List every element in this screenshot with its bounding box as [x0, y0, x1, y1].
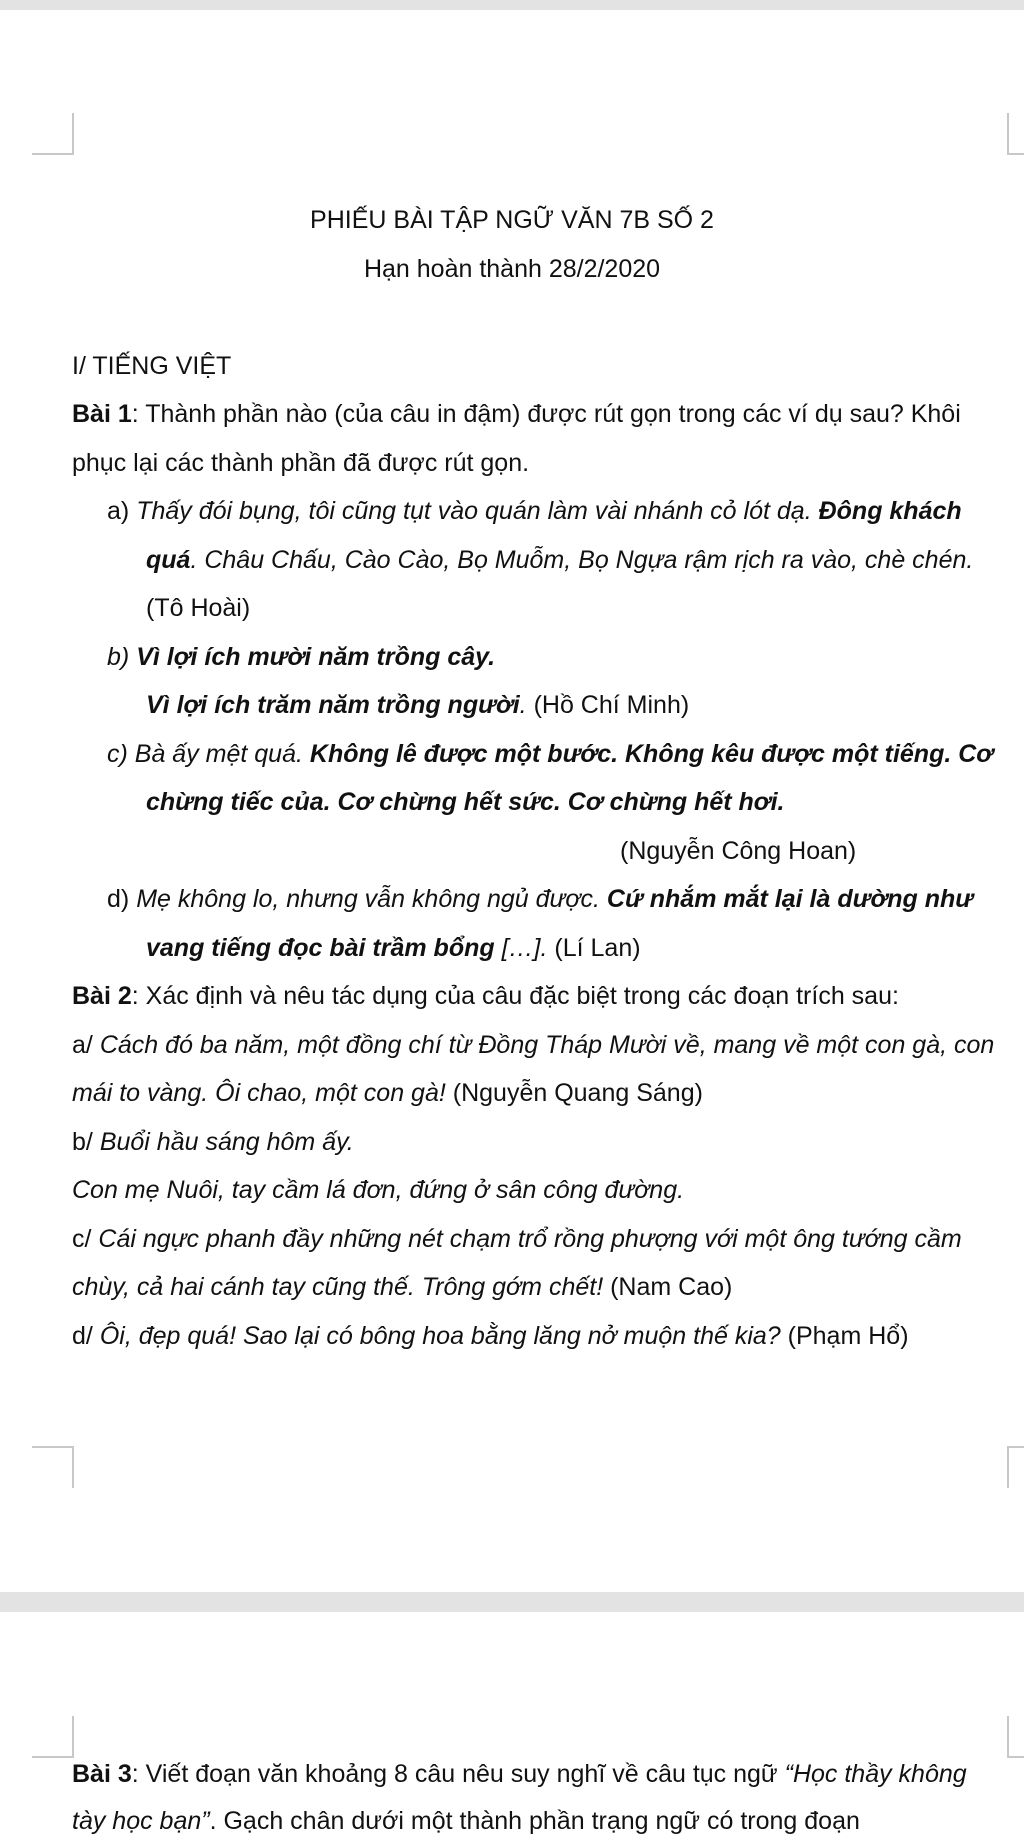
bai1-d-text: Mẹ không lo, nhưng vẫn không ngủ được.: [136, 885, 600, 913]
bai1-b-source: (Hồ Chí Minh): [533, 691, 690, 719]
bai2-d-source: (Phạm Hổ): [787, 1322, 909, 1350]
bai2-prompt-text: : Xác định và nêu tác dụng của câu đặc biệt trong các đoạn trích sau:: [131, 982, 899, 1010]
bai2-a-line1: [72, 1029, 1012, 1061]
bai1-a-bold-text: Đông khách: [818, 497, 962, 525]
bai2-a-text: Cách đó ba năm, một đồng chí từ Đồng Tháp Mười về, mang về một con gà, con: [99, 1031, 995, 1059]
bai1-d-bold-text-2: vang tiếng đọc bài trầm bổng: [146, 934, 495, 962]
bai1-prompt-line2: phục lại các thành phần đã được rút gọn.: [72, 449, 530, 477]
bai3-quote-end: tày học bạn”: [72, 1807, 210, 1835]
bai2-a-text-2: mái to vàng. Ôi chao, một con gà!: [72, 1079, 446, 1107]
bai1-b-line1: [107, 641, 1024, 673]
bai1-b-period: .: [519, 691, 527, 719]
bai1-d-line2: [146, 932, 1024, 964]
bai3-line2-text: . Gạch chân dưới một thành phần trạng ngữ có trong đoạn: [209, 1807, 860, 1835]
bai2-c-text: Cái ngực phanh đầy những nét chạm trổ rồng phượng với một ông tướng cầm: [98, 1225, 962, 1253]
bai3-line2: [72, 1805, 1012, 1837]
bai1-c-text: Bà ấy mệt quá.: [134, 740, 303, 768]
bai1-c-source: (Nguyễn Công Hoan): [620, 837, 857, 865]
bai3-quote: “Học thầy không: [784, 1760, 967, 1788]
bai2-a-marker: a/: [72, 1031, 93, 1059]
bai2-c-line2: [72, 1271, 1012, 1303]
bai1-a-line2: [146, 544, 1024, 576]
bai1-prompt: [72, 398, 1012, 430]
margin-mark-top-right: [1007, 113, 1024, 155]
bai1-a-line1: [107, 495, 1024, 527]
bai3-prompt: [72, 1758, 1012, 1790]
bai1-c-bold-text-2: chừng tiếc của. Cơ chừng hết sức. Cơ chừng hết hơi.: [146, 788, 785, 816]
bai2-c-source: (Nam Cao): [610, 1273, 733, 1301]
bai1-b-bold-text-2: Vì lợi ích trăm năm trồng người: [146, 691, 520, 719]
bai1-b-marker: b): [107, 643, 130, 671]
margin-mark-top-left: [32, 113, 74, 155]
bai2-b-line2: Con mẹ Nuôi, tay cầm lá đơn, đứng ở sân công đường.: [72, 1176, 685, 1204]
bai1-a-bold-text-2: quá: [146, 546, 191, 574]
bai1-c-marker: c): [107, 740, 128, 768]
bai1-b-bold-text: Vì lợi ích mười năm trồng cây.: [136, 643, 496, 671]
bai2-d-line1: [72, 1320, 1012, 1352]
bai3-label: Bài 3: [72, 1760, 132, 1788]
deadline: Hạn hoàn thành 28/2/2020: [363, 255, 661, 283]
bai2-c-line1: [72, 1223, 1012, 1255]
bai1-a-marker: a): [107, 497, 130, 525]
page-separator: [0, 1592, 1024, 1612]
bai1-c-bold-text: Không lê được một bước. Không kêu được một tiếng. Cơ: [309, 740, 994, 768]
bai2-label: Bài 2: [72, 982, 132, 1010]
bai2-a-line2: [72, 1077, 1012, 1109]
bai3-prompt-text: : Viết đoạn văn khoảng 8 câu nêu suy nghĩ về câu tục ngữ: [131, 1760, 778, 1788]
bai2-c-text-2: chùy, cả hai cánh tay cũng thế. Trông gớm chết!: [72, 1273, 604, 1301]
bai2-prompt: [72, 980, 1012, 1012]
bai1-a-text: Thấy đói bụng, tôi cũng tụt vào quán làm vài nhánh cỏ lót dạ.: [136, 497, 812, 525]
bai2-c-marker: c/: [72, 1225, 92, 1253]
bai2-d-text: Ôi, đẹp quá! Sao lại có bông hoa bằng lăng nở muộn thế kia?: [99, 1322, 781, 1350]
bai2-b-marker: b/: [72, 1128, 93, 1156]
document-title: PHIẾU BÀI TẬP NGỮ VĂN 7B SỐ 2: [310, 206, 714, 234]
bai1-d-marker: d): [107, 885, 130, 913]
bai1-c-line2: [146, 786, 1024, 818]
viewer-top-bar: [0, 0, 1024, 10]
bai1-c-line1: [107, 738, 1024, 770]
bai1-d-bold-text: Cứ nhắm mắt lại là dường như: [606, 885, 974, 913]
bai1-d-ellipsis: […].: [501, 934, 548, 962]
bai1-label: Bài 1: [72, 400, 132, 428]
bai1-b-line2: [146, 689, 1024, 721]
bai1-a-source: (Tô Hoài): [146, 594, 251, 622]
bai1-d-source: (Lí Lan): [554, 934, 641, 962]
margin-mark-bottom-right: [1007, 1446, 1024, 1488]
bai1-a-text-2: . Châu Chấu, Cào Cào, Bọ Muỗm, Bọ Ngựa rậm rịch ra vào, chè chén.: [190, 546, 974, 574]
bai2-d-marker: d/: [72, 1322, 93, 1350]
bai2-b-line1: [72, 1126, 1012, 1158]
margin-mark-top-right-page2: [1007, 1716, 1024, 1758]
bai2-a-source: (Nguyễn Quang Sáng): [452, 1079, 703, 1107]
bai1-d-line1: [107, 883, 1024, 915]
section-heading: I/ TIẾNG VIỆT: [72, 352, 232, 380]
bai2-b-text: Buổi hầu sáng hôm ấy.: [99, 1128, 354, 1156]
margin-mark-bottom-left: [32, 1446, 74, 1488]
margin-mark-top-left-page2: [32, 1716, 74, 1758]
bai1-prompt-line1: : Thành phần nào (của câu in đậm) được rút gọn trong các ví dụ sau? Khôi: [131, 400, 961, 428]
